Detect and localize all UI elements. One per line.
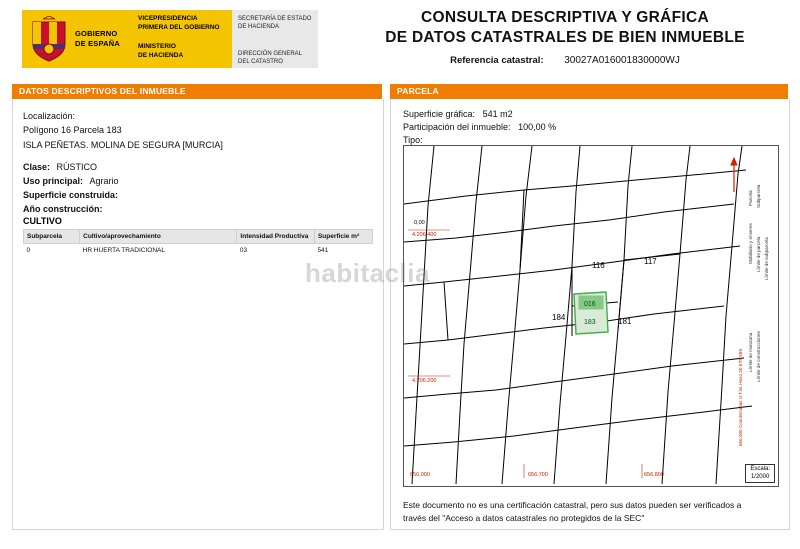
participacion-label: Participación del inmueble: [403, 122, 511, 132]
svg-text:4.206.400: 4.206.400 [412, 232, 437, 238]
svg-text:016: 016 [584, 301, 596, 308]
escala-label: Escala: [750, 466, 770, 472]
anio-construccion-row [23, 204, 107, 214]
ministerio-line-2: DE HACIENDA [138, 51, 184, 59]
referencia-label: Referencia catastral: [450, 55, 544, 66]
svg-text:656.000: 656.000 [410, 472, 430, 478]
title-line-2: DE DATOS CATASTRALES DE BIEN INMUEBLE [385, 29, 745, 46]
participacion-row [403, 122, 556, 132]
superficie-construida-row [23, 190, 122, 200]
cultivo-title: CULTIVO [23, 216, 62, 226]
anio-label: Año construcción: [23, 204, 103, 214]
participacion-value: 100,00 % [518, 122, 557, 132]
svg-text:4.206.200: 4.206.200 [412, 378, 437, 384]
svg-text:Límite de subparcela: Límite de subparcela [764, 237, 769, 280]
uso-label: Uso principal: [23, 176, 84, 186]
direccion-line-1: DIRECCIÓN GENERAL [238, 51, 303, 57]
watermark: habitaclia [305, 258, 430, 288]
title-line-1: CONSULTA DESCRIPTIVA Y GRÁFICA [420, 9, 709, 26]
svg-text:184: 184 [552, 313, 566, 322]
coat-of-arms-icon [29, 16, 69, 62]
ministerio-line-1: MINISTERIO [138, 43, 176, 50]
logo-line-1: GOBIERNO [75, 29, 118, 38]
vice-line-2: PRIMERA DEL GOBIERNO [138, 23, 220, 31]
uso-value: Agrario [89, 176, 119, 186]
escala-box [745, 464, 775, 483]
svg-text:656.700: 656.700 [528, 472, 548, 478]
footer-line-2: través del "Acceso a datos catastrales no protegidos de la SEC" [403, 513, 645, 523]
gobierno-logo-box [22, 10, 132, 68]
svg-text:0,00: 0,00 [414, 220, 425, 226]
th-subparcela: Subparcela [24, 230, 80, 244]
svg-text:183: 183 [584, 319, 596, 326]
superficie-construida-label: Superficie construida: [23, 190, 119, 200]
clase-label: Clase: [23, 162, 51, 172]
secretaria-label [238, 15, 311, 31]
cultivo-table [23, 229, 373, 257]
svg-text:Límite de construcciones: Límite de construcciones [756, 331, 761, 382]
section-bar-datos-descriptivos: DATOS DESCRIPTIVOS DEL INMUEBLE [12, 84, 382, 99]
superficie-grafica-row [403, 109, 513, 119]
datos-descriptivos-panel [12, 99, 384, 530]
svg-text:Límite de manzana: Límite de manzana [748, 332, 753, 372]
svg-text:116: 116 [592, 261, 605, 270]
superficie-grafica-value: 541 m2 [482, 109, 513, 119]
th-intensidad: Intensidad Productiva [237, 230, 315, 244]
escala-value: 1/2000 [750, 473, 770, 480]
page-title [340, 8, 790, 66]
gobierno-logo-label [75, 29, 120, 49]
document-header [0, 0, 800, 78]
table-header-row [24, 230, 373, 244]
svg-text:656.000 Coordenadas U.T.M. Hus: 656.000 Coordenadas U.T.M. Huso 30 ETRS89 [738, 348, 743, 446]
tipo-label: Tipo: [403, 135, 423, 145]
svg-text:117: 117 [644, 257, 657, 266]
direccion-general-label [238, 50, 302, 66]
secretaria-box [232, 10, 318, 68]
clase-row [23, 162, 97, 172]
svg-text:Parcela: Parcela [748, 190, 753, 206]
tipo-row [403, 135, 428, 145]
section-bar-parcela: PARCELA [390, 84, 788, 99]
cell-superficie: 541 [317, 247, 329, 254]
th-cultivo: Cultivo/aprovechamiento [80, 230, 237, 244]
cadastral-map[interactable] [403, 145, 779, 487]
referencia-value: 30027A016001830000WJ [564, 55, 680, 66]
superficie-grafica-label: Superficie gráfica: [403, 109, 476, 119]
svg-text:Mobiliario y enseres: Mobiliario y enseres [748, 223, 753, 264]
uso-row [23, 176, 119, 186]
localizacion-line-1: Polígono 16 Parcela 183 [23, 125, 122, 135]
clase-value: RÚSTICO [56, 162, 98, 172]
logo-line-2: DE ESPAÑA [75, 39, 121, 48]
vicepresidencia-label [138, 15, 220, 32]
svg-text:Límite de parcela: Límite de parcela [756, 236, 761, 272]
svg-text:181: 181 [618, 317, 632, 326]
parcela-panel [390, 99, 790, 530]
vice-line-1: VICEPRESIDENCIA [138, 15, 198, 22]
svg-text:Subparcela: Subparcela [756, 184, 761, 208]
cell-intensidad: 03 [239, 247, 248, 254]
localizacion-line-2: ISLA PEÑETAS. MOLINA DE SEGURA [MURCIA] [23, 140, 223, 150]
highlighted-parcel [574, 292, 608, 334]
referencia-catastral [340, 55, 790, 66]
svg-text:656.800: 656.800 [644, 472, 664, 478]
direccion-line-2: DEL CATASTRO [238, 59, 283, 65]
cell-cultivo: HR HUERTA TRADICIONAL [82, 247, 165, 254]
th-superficie: Superficie m² [314, 230, 372, 244]
localizacion-label: Localización: [23, 111, 76, 121]
secretaria-line-2: DE HACIENDA [238, 24, 280, 30]
map-footer-note [403, 499, 775, 525]
vicepresidencia-box [132, 10, 232, 68]
secretaria-line-1: SECRETARÍA DE ESTADO [238, 16, 312, 22]
table-row [24, 244, 373, 258]
ministerio-label [138, 43, 183, 60]
cell-subparcela: 0 [26, 247, 31, 254]
footer-line-1: Este documento no es una certificación catastral, pero sus datos pueden ser verificados a [403, 500, 742, 510]
